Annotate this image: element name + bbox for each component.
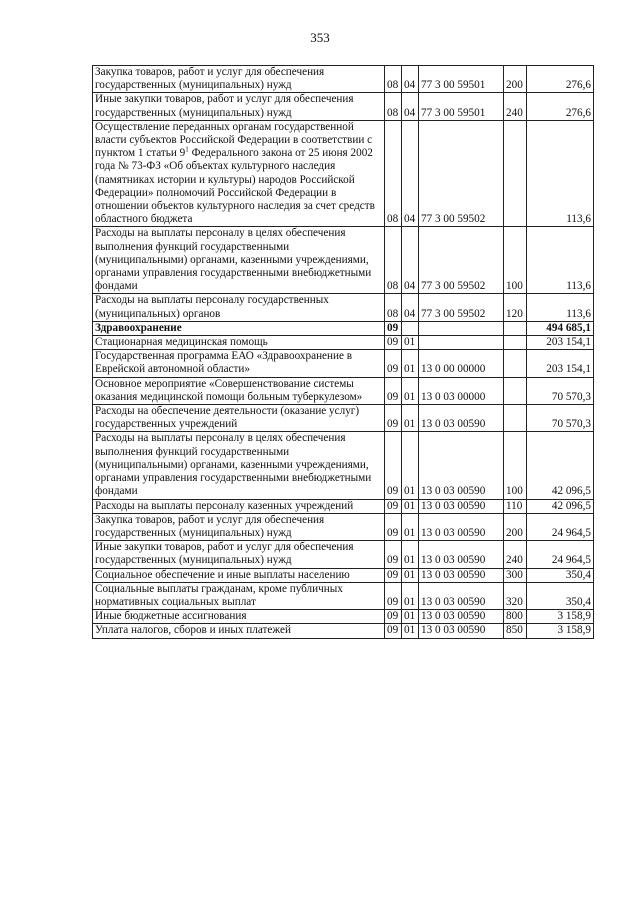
- table-row: [93, 93, 594, 120]
- row-name-text: Здравоохранение: [95, 321, 182, 334]
- row-amount: 276,6: [527, 66, 594, 93]
- row-subsection-code: 01: [402, 499, 419, 513]
- row-section-code: 09: [385, 513, 402, 540]
- row-expense-type: 120: [504, 294, 527, 321]
- row-subsection-code: 01: [402, 610, 419, 624]
- row-subsection-code: 01: [402, 624, 419, 638]
- row-target-article: 13 0 03 00590: [419, 499, 504, 513]
- row-target-article: 77 3 00 59501: [419, 93, 504, 120]
- row-target-article: 13 0 00 00000: [419, 350, 504, 377]
- row-name-text: Осуществление переданных органам государственной власти субъектов Российской Федерации в соответствии с пунктом 1 статьи 9: [95, 120, 373, 160]
- row-amount: 113,6: [527, 227, 594, 294]
- row-name-text: Закупка товаров, работ и услуг для обеспечения государственных (муниципальных) нужд: [95, 66, 325, 92]
- row-target-article: 77 3 00 59502: [419, 120, 504, 227]
- row-target-article: 13 0 03 00590: [419, 582, 504, 609]
- row-name: [93, 66, 385, 93]
- row-name: [93, 568, 385, 582]
- table-row: [93, 294, 594, 321]
- row-name-text: Уплата налогов, сборов и иных платежей: [95, 624, 291, 637]
- row-section-code: 08: [385, 93, 402, 120]
- row-expense-type: [504, 377, 527, 404]
- row-expense-type: [504, 405, 527, 432]
- row-amount: 42 096,5: [527, 432, 594, 499]
- row-target-article: 13 0 03 00590: [419, 568, 504, 582]
- table-row: [93, 321, 594, 335]
- row-target-article: 13 0 03 00590: [419, 405, 504, 432]
- table-row: [93, 541, 594, 568]
- row-name: [93, 499, 385, 513]
- row-section-code: 08: [385, 66, 402, 93]
- row-target-article: 13 0 03 00590: [419, 541, 504, 568]
- table-row: [93, 582, 594, 609]
- row-subsection-code: 01: [402, 405, 419, 432]
- row-target-article: 77 3 00 59502: [419, 294, 504, 321]
- budget-table-body: [93, 66, 594, 639]
- row-name: [93, 227, 385, 294]
- row-section-code: 09: [385, 568, 402, 582]
- table-row: [93, 513, 594, 540]
- row-amount: 113,6: [527, 120, 594, 227]
- page-number: 353: [310, 30, 330, 45]
- row-section-code: 09: [385, 336, 402, 350]
- row-expense-type: 850: [504, 624, 527, 638]
- row-amount: 113,6: [527, 294, 594, 321]
- row-section-code: 09: [385, 321, 402, 335]
- row-expense-type: 240: [504, 541, 527, 568]
- table-row: [93, 499, 594, 513]
- row-subsection-code: 01: [402, 568, 419, 582]
- row-target-article: 13 0 03 00590: [419, 624, 504, 638]
- row-name: [93, 610, 385, 624]
- row-name-text: Социальные выплаты гражданам, кроме публичных нормативных социальных выплат: [95, 582, 343, 608]
- table-row: [93, 120, 594, 227]
- row-amount: 24 964,5: [527, 513, 594, 540]
- row-subsection-code: 04: [402, 294, 419, 321]
- row-name-text: Стационарная медицинская помощь: [95, 336, 268, 349]
- row-amount: 494 685,1: [527, 321, 594, 335]
- row-section-code: 09: [385, 377, 402, 404]
- row-amount: 350,4: [527, 568, 594, 582]
- row-name: [93, 405, 385, 432]
- row-section-code: 09: [385, 350, 402, 377]
- row-target-article: [419, 336, 504, 350]
- row-expense-type: 200: [504, 66, 527, 93]
- table-row: [93, 350, 594, 377]
- row-name-text: Закупка товаров, работ и услуг для обеспечения государственных (муниципальных) нужд: [95, 513, 325, 539]
- row-name-text: Иные закупки товаров, работ и услуг для обеспечения государственных (муниципальных) нужд: [95, 93, 354, 119]
- row-name-text: Основное мероприятие «Совершенствование системы оказания медицинской помощи больным туберкулезом»: [95, 377, 363, 403]
- row-name: [93, 93, 385, 120]
- row-amount: 3 158,9: [527, 610, 594, 624]
- row-amount: 70 570,3: [527, 377, 594, 404]
- row-expense-type: 100: [504, 432, 527, 499]
- table-row: [93, 610, 594, 624]
- row-name-text: Расходы на обеспечение деятельности (оказание услуг) государственных учреждений: [95, 405, 360, 431]
- row-name: [93, 321, 385, 335]
- table-row: [93, 336, 594, 350]
- row-expense-type: 110: [504, 499, 527, 513]
- row-name: [93, 513, 385, 540]
- row-target-article: 13 0 03 00000: [419, 377, 504, 404]
- row-amount: 42 096,5: [527, 499, 594, 513]
- row-name: [93, 582, 385, 609]
- row-name-text: Расходы на выплаты персоналу государственных (муниципальных) органов: [95, 294, 329, 320]
- row-name: [93, 336, 385, 350]
- row-amount: 70 570,3: [527, 405, 594, 432]
- row-section-code: 09: [385, 541, 402, 568]
- row-section-code: 08: [385, 294, 402, 321]
- row-name-text: Расходы на выплаты персоналу казенных учреждений: [95, 499, 354, 512]
- row-section-code: 09: [385, 624, 402, 638]
- row-section-code: 08: [385, 120, 402, 227]
- budget-table: [92, 65, 594, 639]
- row-target-article: 77 3 00 59501: [419, 66, 504, 93]
- row-subsection-code: 01: [402, 582, 419, 609]
- table-row: [93, 568, 594, 582]
- row-name-text: Расходы на выплаты персоналу в целях обеспечения выполнения функций государственными (муниципальными) органами, казенными учреждениями, органами управления государственными внебюджетными фондами: [95, 227, 372, 293]
- row-subsection-code: 04: [402, 66, 419, 93]
- row-amount: 203 154,1: [527, 350, 594, 377]
- row-expense-type: [504, 350, 527, 377]
- row-name: [93, 541, 385, 568]
- footnote-superscript: 1: [185, 145, 189, 154]
- row-target-article: 13 0 03 00590: [419, 610, 504, 624]
- row-subsection-code: [402, 321, 419, 335]
- row-section-code: 09: [385, 582, 402, 609]
- row-section-code: 09: [385, 405, 402, 432]
- row-name: [93, 350, 385, 377]
- row-name: [93, 432, 385, 499]
- row-name: [93, 377, 385, 404]
- row-target-article: 13 0 03 00590: [419, 432, 504, 499]
- table-row: [93, 66, 594, 93]
- row-amount: 350,4: [527, 582, 594, 609]
- row-name-text: Расходы на выплаты персоналу в целях обеспечения выполнения функций государственными (муниципальными) органами, казенными учреждениями, органами управления государственными внебюджетными фондами: [95, 432, 372, 498]
- row-subsection-code: 04: [402, 93, 419, 120]
- row-subsection-code: 04: [402, 227, 419, 294]
- row-subsection-code: 01: [402, 432, 419, 499]
- row-amount: 3 158,9: [527, 624, 594, 638]
- row-name: [93, 294, 385, 321]
- row-amount: 203 154,1: [527, 336, 594, 350]
- row-expense-type: [504, 336, 527, 350]
- row-section-code: 09: [385, 432, 402, 499]
- row-expense-type: 200: [504, 513, 527, 540]
- row-subsection-code: 01: [402, 350, 419, 377]
- table-row: [93, 432, 594, 499]
- table-row: [93, 405, 594, 432]
- row-name-text: Государственная программа ЕАО «Здравоохранение в Еврейской автономной области»: [95, 350, 353, 376]
- row-name: [93, 120, 385, 227]
- row-name: [93, 624, 385, 638]
- row-name-text: Социальное обеспечение и иные выплаты населению: [95, 568, 350, 581]
- row-name-text: Иные закупки товаров, работ и услуг для обеспечения государственных (муниципальных) нужд: [95, 541, 354, 567]
- row-expense-type: [504, 120, 527, 227]
- row-subsection-code: 04: [402, 120, 419, 227]
- row-subsection-code: 01: [402, 541, 419, 568]
- row-name-continuation: Федерального закона от 25 июня 2002 года № 73-ФЗ «Об объектах культурного наследия (памятниках истории и культуры) народов Российской Федерации» полномочий Российской Федерации в отношении объектов культурного наследия за счет средств областного бюджета: [95, 147, 375, 226]
- row-expense-type: 300: [504, 568, 527, 582]
- table-row: [93, 377, 594, 404]
- row-section-code: 09: [385, 499, 402, 513]
- row-section-code: 09: [385, 610, 402, 624]
- row-expense-type: 100: [504, 227, 527, 294]
- row-amount: 24 964,5: [527, 541, 594, 568]
- row-subsection-code: 01: [402, 377, 419, 404]
- table-row: [93, 227, 594, 294]
- row-section-code: 08: [385, 227, 402, 294]
- row-name-text: Иные бюджетные ассигнования: [95, 610, 247, 623]
- row-expense-type: 800: [504, 610, 527, 624]
- row-subsection-code: 01: [402, 336, 419, 350]
- row-subsection-code: 01: [402, 513, 419, 540]
- row-target-article: 77 3 00 59502: [419, 227, 504, 294]
- row-target-article: [419, 321, 504, 335]
- row-target-article: 13 0 03 00590: [419, 513, 504, 540]
- table-row: [93, 624, 594, 638]
- row-expense-type: 320: [504, 582, 527, 609]
- row-expense-type: 240: [504, 93, 527, 120]
- row-amount: 276,6: [527, 93, 594, 120]
- row-expense-type: [504, 321, 527, 335]
